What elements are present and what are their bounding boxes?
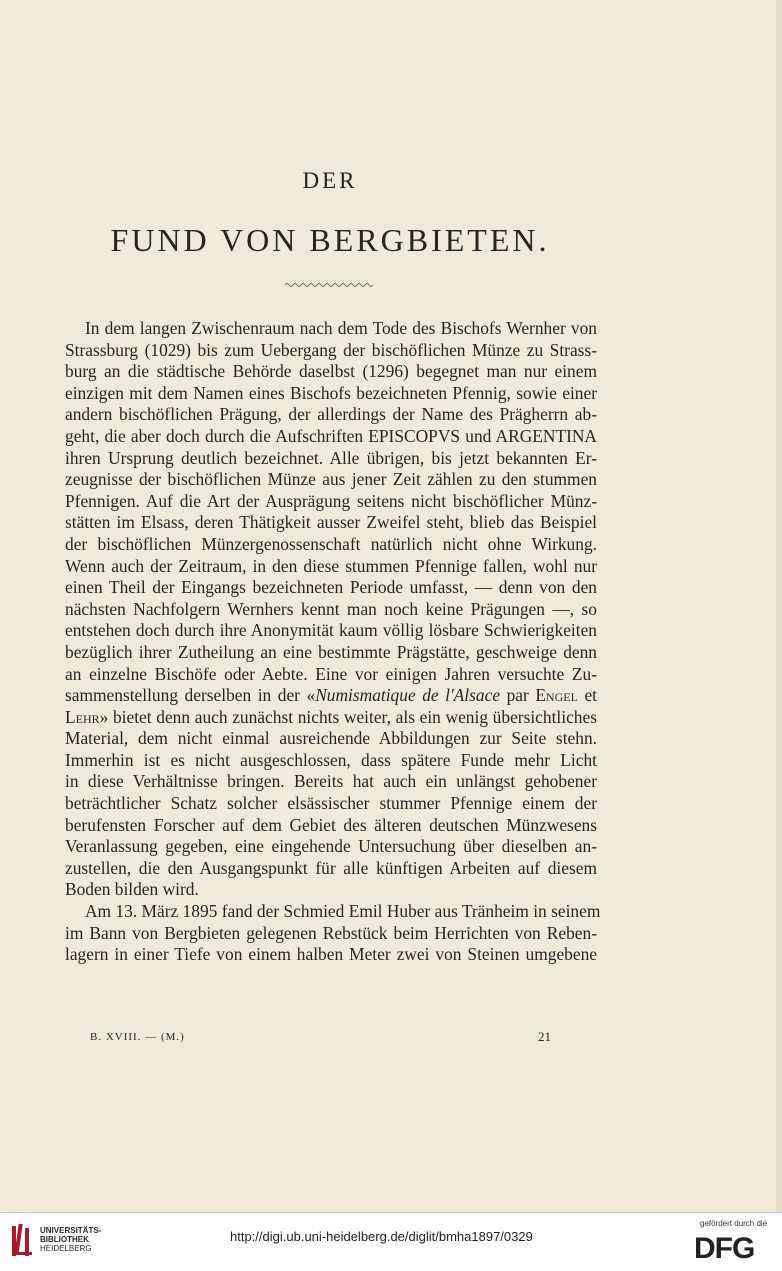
- text-line: Material, dem nicht einmal ausreichende Abbildungen zur Seite stehn.: [65, 728, 597, 749]
- permalink-url[interactable]: http://digi.ub.uni-heidelberg.de/diglit/bmha1897/0329: [230, 1229, 533, 1244]
- text-line: Pfennigen. Auf die Art der Ausprägung seitens nicht bischöflicher Münz-: [65, 490, 597, 511]
- text-line: Am 13. März 1895 fand der Schmied Emil Huber aus Tränheim in seinem: [85, 901, 601, 922]
- signature-mark: B. XVIII. — (M.): [90, 1031, 185, 1043]
- text-line: andern bischöflichen Prägung, der allerdings der Name des Prägherrn ab-: [65, 404, 597, 425]
- author-name: Lehr: [65, 706, 100, 727]
- text-line: geht, die aber doch durch die Aufschriften EPISCOPVS und ARGENTINA: [65, 425, 597, 446]
- text-line: Boden bilden wird.: [65, 879, 199, 900]
- text-line: nächsten Nachfolgern Wernhers kennt man noch keine Prägungen —, so: [65, 598, 597, 619]
- text-fragment: par: [500, 685, 536, 706]
- body-text: [65, 318, 601, 966]
- library-name-line: HEIDELBERG: [40, 1244, 92, 1253]
- text-line: berufensten Forscher auf dem Gebiet des älteren deutschen Münzwesens: [65, 814, 597, 835]
- text-line: bezüglich ihrer Zutheilung an eine bestimmte Prägstätte, geschweige denn: [65, 641, 597, 662]
- title-article: DER: [302, 168, 358, 193]
- text-line: burg an die städtische Behörde daselbst (1296) begegnet man nur einem: [65, 361, 597, 382]
- text-line: der bischöflichen Münzergenossenschaft natürlich nicht ohne Wirkung.: [65, 533, 597, 554]
- text-line: Veranlassung gegeben, eine eingehende Untersuchung über dieselben an-: [65, 836, 597, 857]
- author-name: Engel: [535, 685, 578, 706]
- text-line: im Bann von Bergbieten gelegenen Rebstück beim Herrichten von Reben-: [65, 922, 597, 943]
- text-line: [65, 685, 597, 707]
- text-line: zustellen, die den Ausgangspunkt für alle künftigen Arbeiten auf diesem: [65, 857, 597, 878]
- text-line: einzigen mit dem Namen eines Bischofs bezeichneten Pfennig, sowie einer: [65, 382, 597, 403]
- text-line: einen Theil der Eingangs bezeichneten Periode umfasst, — denn von den: [65, 577, 597, 598]
- text-line: [65, 707, 597, 729]
- text-line: entstehen doch durch ihre Anonymität kaum völlig lösbare Schwierigkeiten: [65, 620, 597, 641]
- dfg-logo[interactable]: DFG: [694, 1232, 755, 1265]
- text-line: zeugnisse der bischöflichen Münze aus jener Zeit zählen zu den stummen: [65, 469, 597, 490]
- text-line: ihren Ursprung deutlich bezeichnet. Alle übrigen, bis jetzt bekannten Er-: [65, 447, 597, 468]
- text-line: an einzelne Bischöfe oder Aebte. Eine vor einigen Jahren versuchte Zu-: [65, 663, 597, 684]
- library-name-line: BIBLIOTHEK: [40, 1235, 89, 1244]
- funded-by-label: gefördert durch die: [700, 1219, 768, 1228]
- library-name-line: UNIVERSITÄTS-: [40, 1226, 102, 1235]
- wavy-ornament-divider: [285, 281, 373, 289]
- text-line: lagern in einer Tiefe von einem halben Meter zwei von Steinen umgebene: [65, 944, 597, 965]
- university-library-name[interactable]: [40, 1226, 101, 1253]
- text-fragment: » bietet denn auch zunächst nichts weiter, als ein wenig übersichtliches: [99, 706, 597, 727]
- book-title: Numismatique de l'Alsace: [315, 685, 501, 706]
- text-line: Strassburg (1029) bis zum Uebergang der bischöflichen Münze zu Strass-: [65, 339, 597, 360]
- text-line: Wenn auch der Zeitraum, in den diese stummen Pfennige fallen, wohl nur: [65, 555, 597, 576]
- text-fragment: sammenstellung derselben in der «: [65, 685, 316, 706]
- university-library-logo-icon[interactable]: [10, 1222, 34, 1260]
- text-line: in diese Verhältnisse bringen. Bereits hat auch ein unlängst gehobener: [65, 771, 597, 792]
- text-fragment: et: [577, 685, 598, 706]
- text-line: beträchtlicher Schatz solcher elsässischer stummer Pfennige einem der: [65, 793, 597, 814]
- text-line: In dem langen Zwischenraum nach dem Tode des Bischofs Wernher von: [85, 318, 597, 338]
- text-line: stätten im Elsass, deren Thätigkeit ausser Zweifel steht, blieb das Beispiel: [65, 512, 597, 533]
- page-title: FUND VON BERGBIETEN.: [110, 222, 550, 258]
- text-line: Immerhin ist es nicht ausgeschlossen, dass spätere Funde mehr Licht: [65, 749, 597, 770]
- page-number: 21: [538, 1029, 551, 1044]
